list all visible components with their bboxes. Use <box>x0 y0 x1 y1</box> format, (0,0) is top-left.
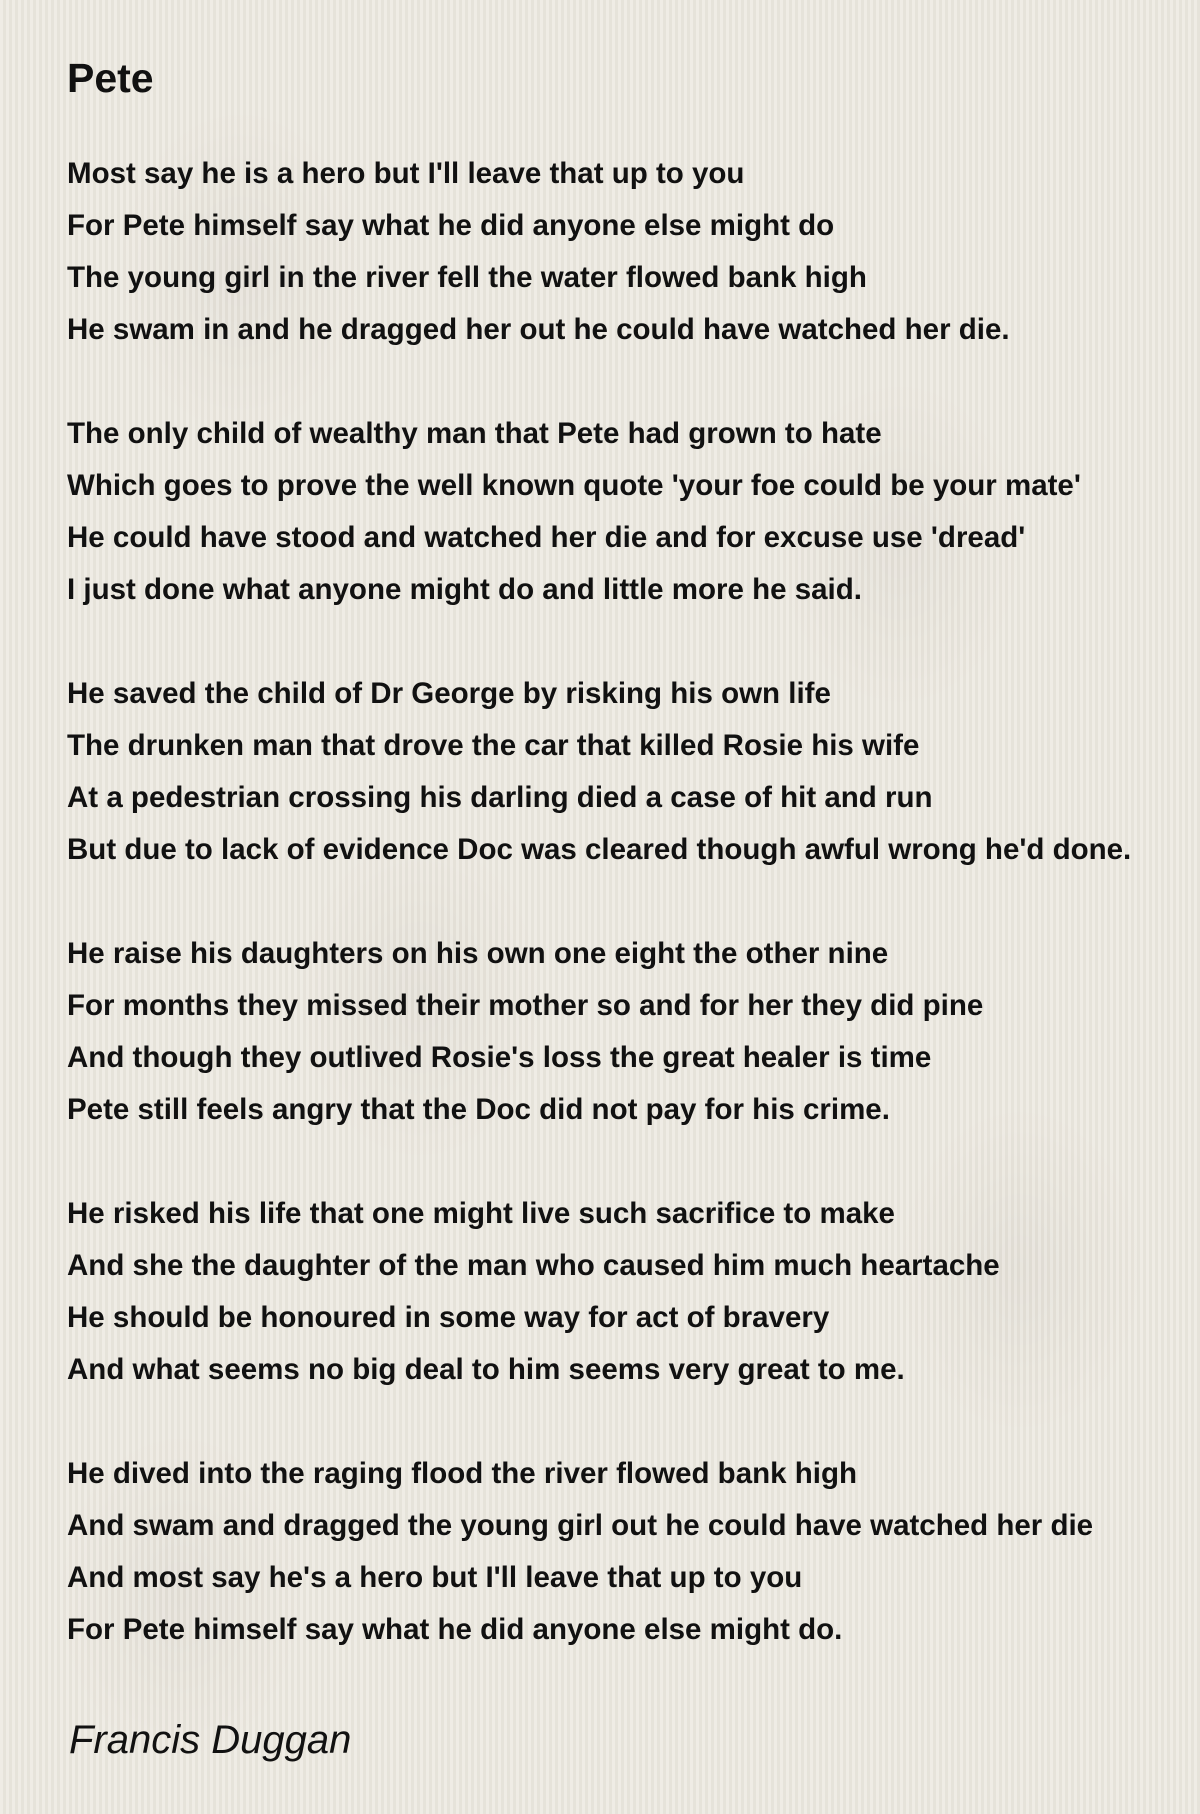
stanza-1 <box>67 148 1200 356</box>
stanza-5 <box>67 1188 1200 1396</box>
poem-line: And most say he's a hero but I'll leave that up to you <box>67 1561 803 1594</box>
stanza-6 <box>67 1448 1200 1656</box>
poem-line: And what seems no big deal to him seems very great to me. <box>67 1353 905 1386</box>
poem-author: Francis Duggan <box>69 1718 352 1762</box>
poem-line: He raise his daughters on his own one eight the other nine <box>67 937 889 970</box>
poem-line: And she the daughter of the man who caused him much heartache <box>67 1249 1000 1282</box>
poem-line: At a pedestrian crossing his darling died a case of hit and run <box>67 781 933 814</box>
poem-line: The drunken man that drove the car that killed Rosie his wife <box>67 729 920 762</box>
poem-line: He risked his life that one might live such sacrifice to make <box>67 1197 895 1230</box>
poem-line: He could have stood and watched her die and for excuse use 'dread' <box>67 521 1026 554</box>
poem-line: He swam in and he dragged her out he could have watched her die. <box>67 313 1010 346</box>
stanza-2 <box>67 408 1200 616</box>
poem-line: And though they outlived Rosie's loss the great healer is time <box>67 1041 932 1074</box>
poem-line: Which goes to prove the well known quote 'your foe could be your mate' <box>67 469 1081 502</box>
stanza-4 <box>67 928 1200 1136</box>
poem-line: The only child of wealthy man that Pete had grown to hate <box>67 417 882 450</box>
poem-body <box>67 148 1200 1708</box>
poem-line: For Pete himself say what he did anyone else might do <box>67 209 835 242</box>
poem-line: For Pete himself say what he did anyone else might do. <box>67 1613 843 1646</box>
poem-line: Most say he is a hero but I'll leave that up to you <box>67 157 745 190</box>
poem-title: Pete <box>67 55 154 101</box>
poem-line: For months they missed their mother so and for her they did pine <box>67 989 984 1022</box>
stanza-3 <box>67 668 1200 876</box>
poem-line: I just done what anyone might do and little more he said. <box>67 573 862 606</box>
poem-line: He should be honoured in some way for act of bravery <box>67 1301 830 1334</box>
poem-line: He saved the child of Dr George by risking his own life <box>67 677 831 710</box>
poem-line: And swam and dragged the young girl out he could have watched her die <box>67 1509 1094 1542</box>
poem-line: The young girl in the river fell the water flowed bank high <box>67 261 867 294</box>
poem-line: He dived into the raging flood the river flowed bank high <box>67 1457 857 1490</box>
poem-line: But due to lack of evidence Doc was cleared though awful wrong he'd done. <box>67 833 1132 866</box>
poem-line: Pete still feels angry that the Doc did not pay for his crime. <box>67 1093 890 1126</box>
